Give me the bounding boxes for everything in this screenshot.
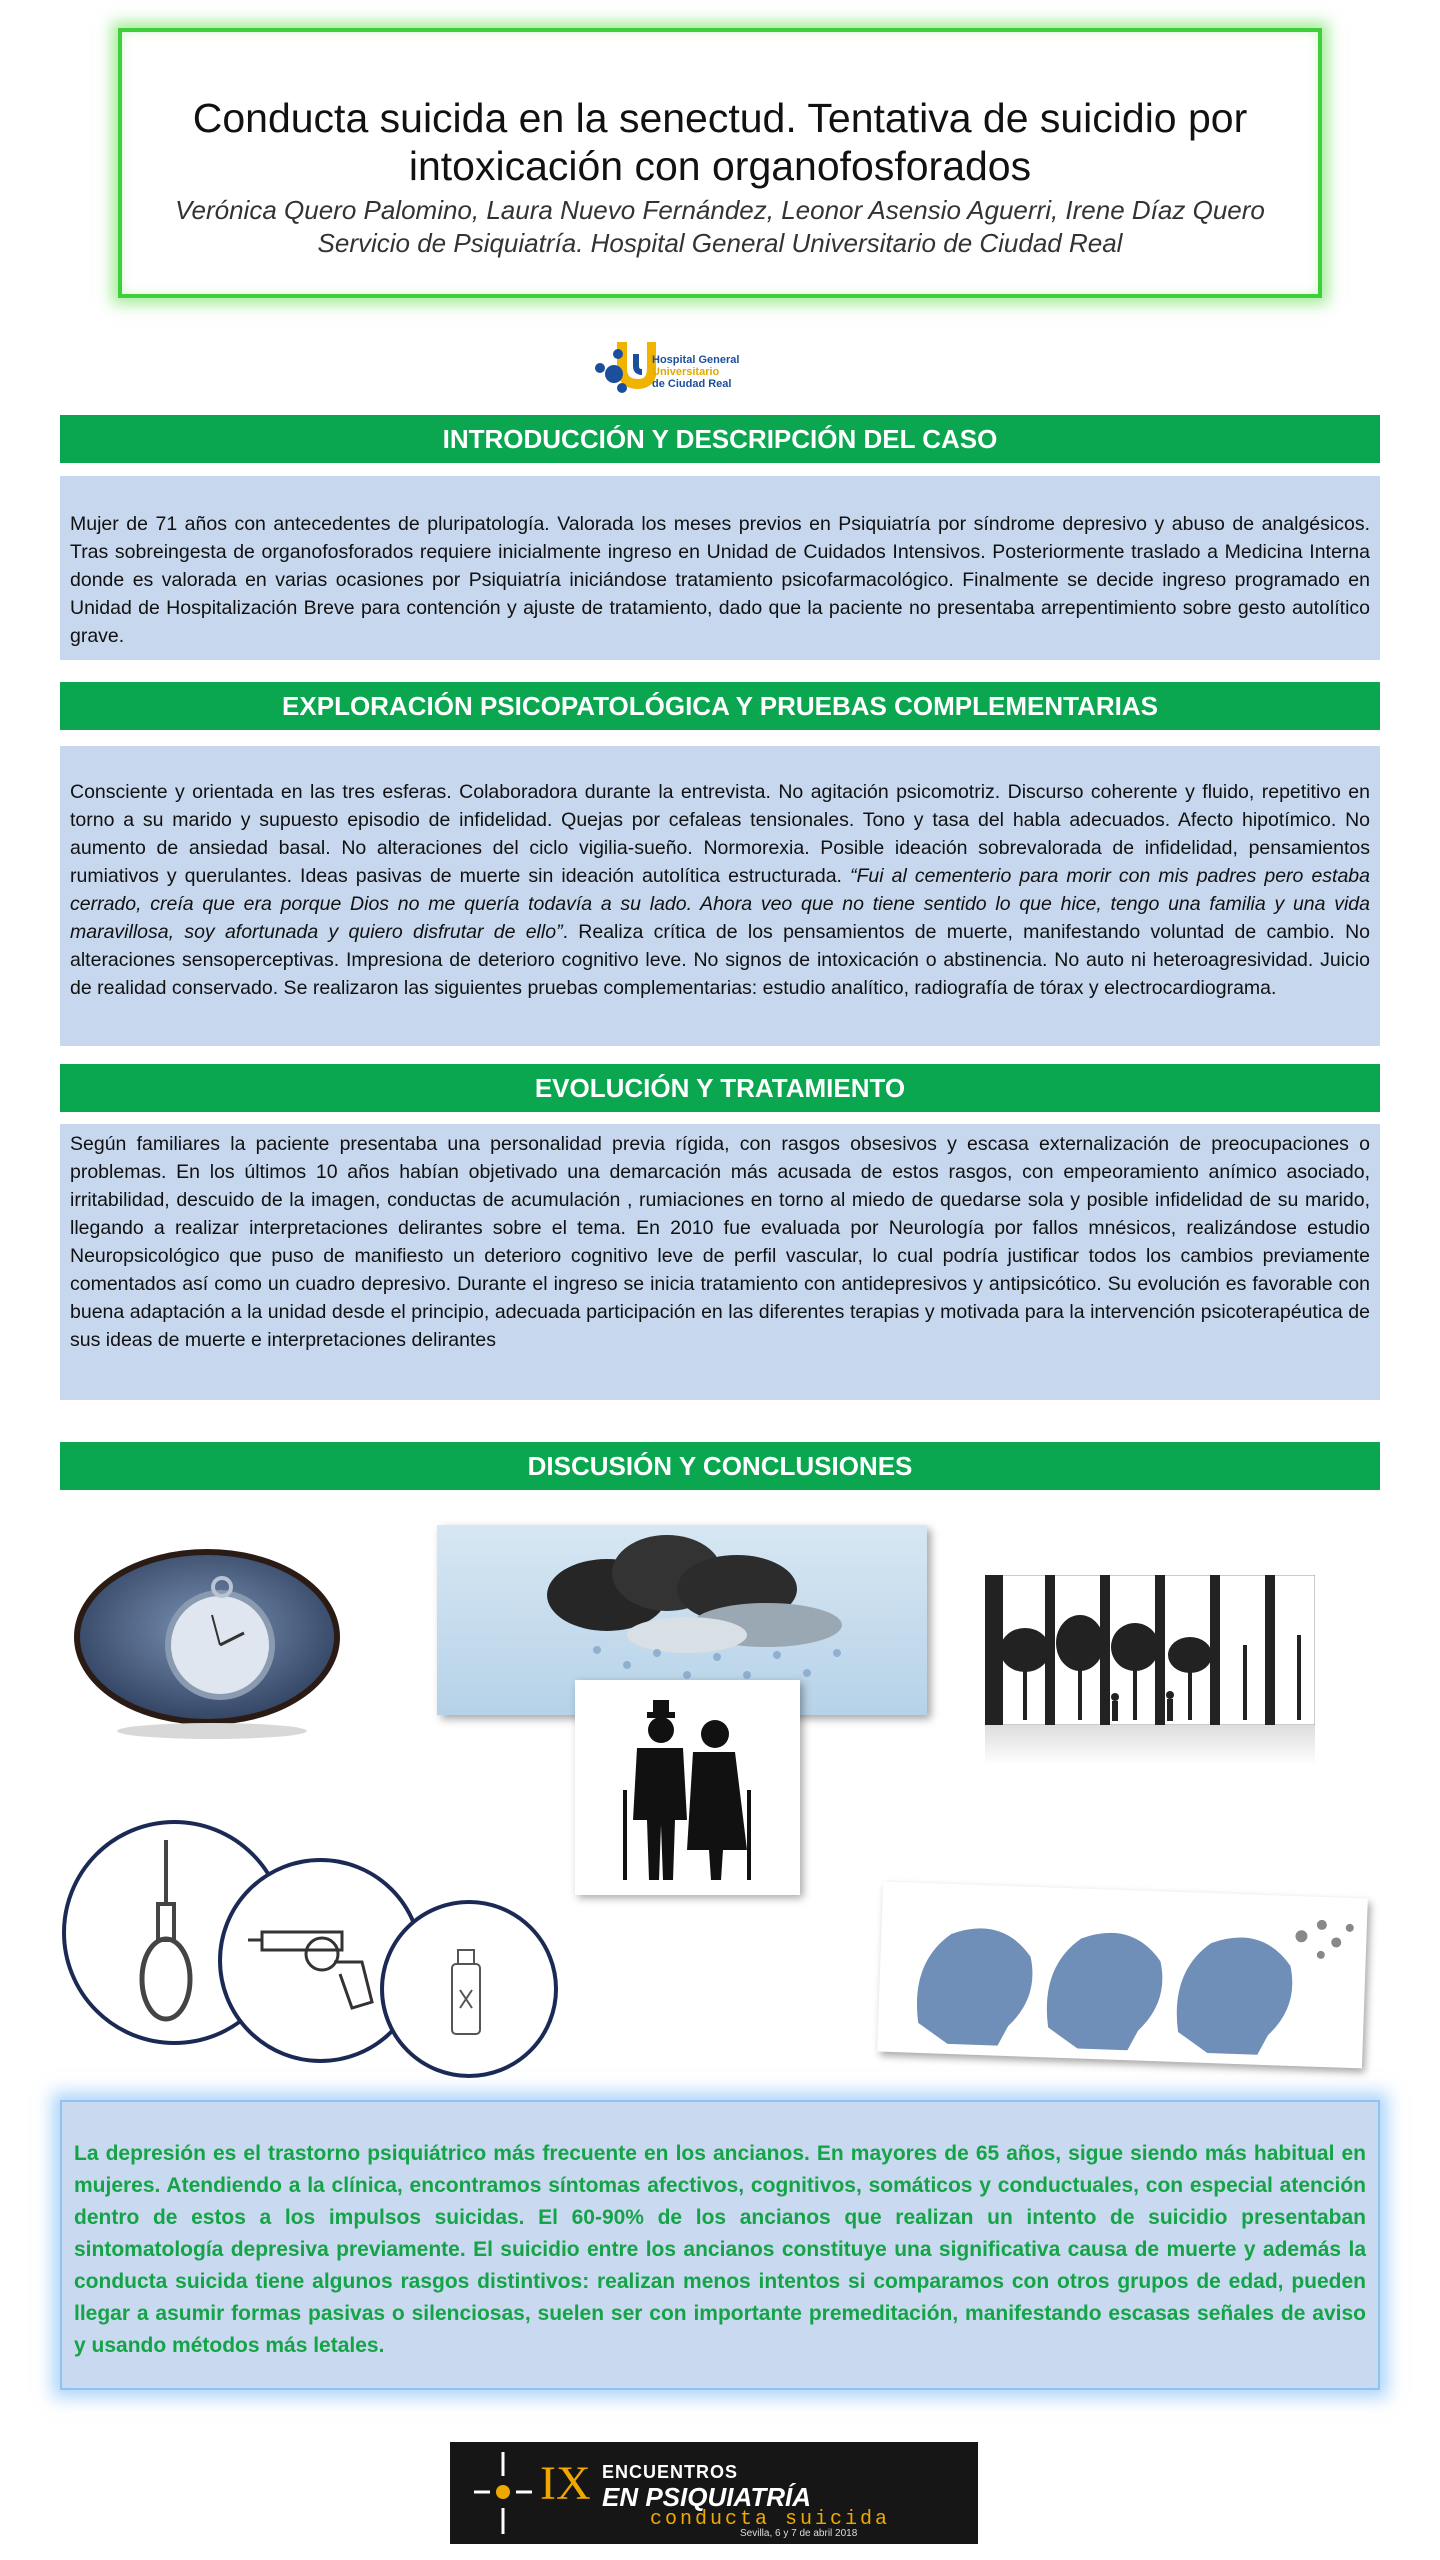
exploration-text-a: Consciente y orientada en las tres esferas. Colaboradora durante la entrevista. No agitación psicomotriz. Discurso coherente y fluido, repetitivo en torno a su marido y supuesto episodio de infidelidad. Quejas por cefaleas tensionales. Tono y tasa del habla adecuados. Afecto hipotímico. No aumento de ansiedad basal. No alteraciones del ciclo vigilia-sueño. Normorexia. Posible ideación sobrevalorada de infidelidad, pensamientos rumiativos y querulantes. Ideas pasivas de muerte sin ideación autolítica estructurada.: [70, 781, 1370, 887]
section-heading-intro: INTRODUCCIÓN Y DESCRIPCIÓN DEL CASO: [60, 415, 1380, 463]
elderly-couple-icon: [575, 1680, 800, 1895]
evolution-panel: [60, 1124, 1380, 1400]
congress-edition: IX: [540, 2457, 591, 2510]
congress-title-line2: EN PSIQUIATRÍA: [602, 2482, 811, 2512]
exploration-text: [70, 778, 1370, 1002]
conclusion-box: [60, 2100, 1380, 2390]
intro-text: Mujer de 71 años con antecedentes de pluripatología. Valorada los meses previos en Psiquiatría por síndrome depresivo y abuso de analgésicos. Tras sobreingesta de organofosforados requiere inicialmente ingreso en Unidad de Cuidados Intensivos. Posteriormente traslado a Medicina Interna donde es valorada en varias ocasiones por Psiquiatría iniciándose tratamiento psicofarmacológico. Finalmente se decide ingreso programado en Unidad de Hospitalización Breve para contención y ajuste de tratamiento, dado que la paciente no presentaba arrepentimiento sobre gesto autolítico grave.: [70, 513, 1370, 647]
congress-banner: [450, 2442, 978, 2544]
exploration-panel: [60, 746, 1380, 1046]
poster-authors: Verónica Quero Palomino, Laura Nuevo Fernández, Leonor Asensio Aguerri, Irene Díaz Quero: [175, 195, 1265, 225]
congress-date: Sevilla, 6 y 7 de abril 2018: [740, 2528, 858, 2539]
exploration-text-b: . Realiza crítica de los pensamientos de muerte, manifestando voluntad de cambio. No alteraciones sensoperceptivas. Impresiona de deterioro cognitivo leve. No signos de intoxicación o abstinencia. No auto ni heteroagresividad. Juicio de realidad conservado. Se realizaron las siguientes pruebas complementarias: estudio analítico, radiografía de tórax y electrocardiograma.: [70, 921, 1370, 999]
gear-heads-image: [877, 1882, 1368, 2069]
poster-title: Conducta suicida en la senectud. Tentativa de suicidio por intoxicación con organofosforados: [192, 95, 1248, 189]
congress-logo-icon: [468, 2442, 538, 2544]
pocket-watch-image: [72, 1545, 342, 1745]
poison-spray-can-drawing: [380, 1900, 558, 2078]
aging-trees-silhouette-image: [985, 1575, 1315, 1765]
section-heading-exploration: EXPLORACIÓN PSICOPATOLÓGICA Y PRUEBAS COMPLEMENTARIAS: [60, 682, 1380, 730]
conclusion-text: La depresión es el trastorno psiquiátrico más frecuente en los ancianos. En mayores de 65 años, sigue siendo más habitual en mujeres. Atendiendo a la clínica, encontramos síntomas afectivos, cognitivos, somáticos y conductuales, con especial atención dentro de estos a los impulsos suicidas. El 60-90% de los ancianos que realizan un intento de suicidio presentaban sintomatología depresiva previamente. El suicidio entre los ancianos constituye una significativa causa de muerte y además la conducta suicida tiene algunos rasgos distintivos: realizan menos intentos si comparamos con otros grupos de edad, pueden llegar a asumir formas pasivas o silenciosas, suelen ser con importante premeditación, manifestando escasas señales de aviso y usando métodos más letales.: [74, 2142, 1366, 2357]
section-heading-evolution: EVOLUCIÓN Y TRATAMIENTO: [60, 1064, 1380, 1112]
title-box: [118, 28, 1322, 298]
patient-quote: “Fui al cementerio para morir con mis padres pero estaba cerrado, creía que era porque Dios no me quería todavía a su lado. Ahora veo que no tiene sentido lo que hice, tengo una familia y una vida maravillosa, soy afortunada y quiero disfrutar de ello”: [70, 865, 1370, 943]
poster-affiliation: Servicio de Psiquiatría. Hospital General Universitario de Ciudad Real: [317, 228, 1123, 258]
evolution-text: Según familiares la paciente presentaba una personalidad previa rígida, con rasgos obsesivos y escasa externalización de preocupaciones o problemas. En los últimos 10 años habían objetivado una demarcación más acusada de estos rasgos, con empeoramiento anímico asociado, irritabilidad, descuido de la imagen, conductas de acumulación , rumiaciones en torno al miedo de quedarse sola y posible infidelidad de su marido, llegando a realizar interpretaciones delirantes sobre el tema. En 2010 fue evaluada por Neurología por fallos mnésicos, realizándose estudio Neuropsicológico que puso de manifiesto un deterioro cognitivo leve de perfil vascular, lo cual podría justificar todos los cambios previamente comentados así como un cuadro depresivo. Durante el ingreso se inicia tratamiento con antidepresivos y antipsicótico. Su evolución es favorable con buena adaptación a la unidad desde el principio, adecuada participación en las diferentes terapias y motivada para la intervención psicoterapéutica de sus ideas de muerte e interpretaciones delirantes: [70, 1133, 1370, 1351]
hospital-logo-text: Hospital General Universitario de Ciudad Real: [652, 354, 740, 390]
congress-title-line1: ENCUENTROS: [602, 2462, 739, 2482]
section-heading-discussion: DISCUSIÓN Y CONCLUSIONES: [60, 1442, 1380, 1490]
intro-panel: [60, 476, 1380, 660]
hospital-logo-icon: [592, 332, 656, 402]
congress-theme: conducta suicida: [650, 2508, 891, 2531]
hospital-logo: [592, 332, 782, 402]
